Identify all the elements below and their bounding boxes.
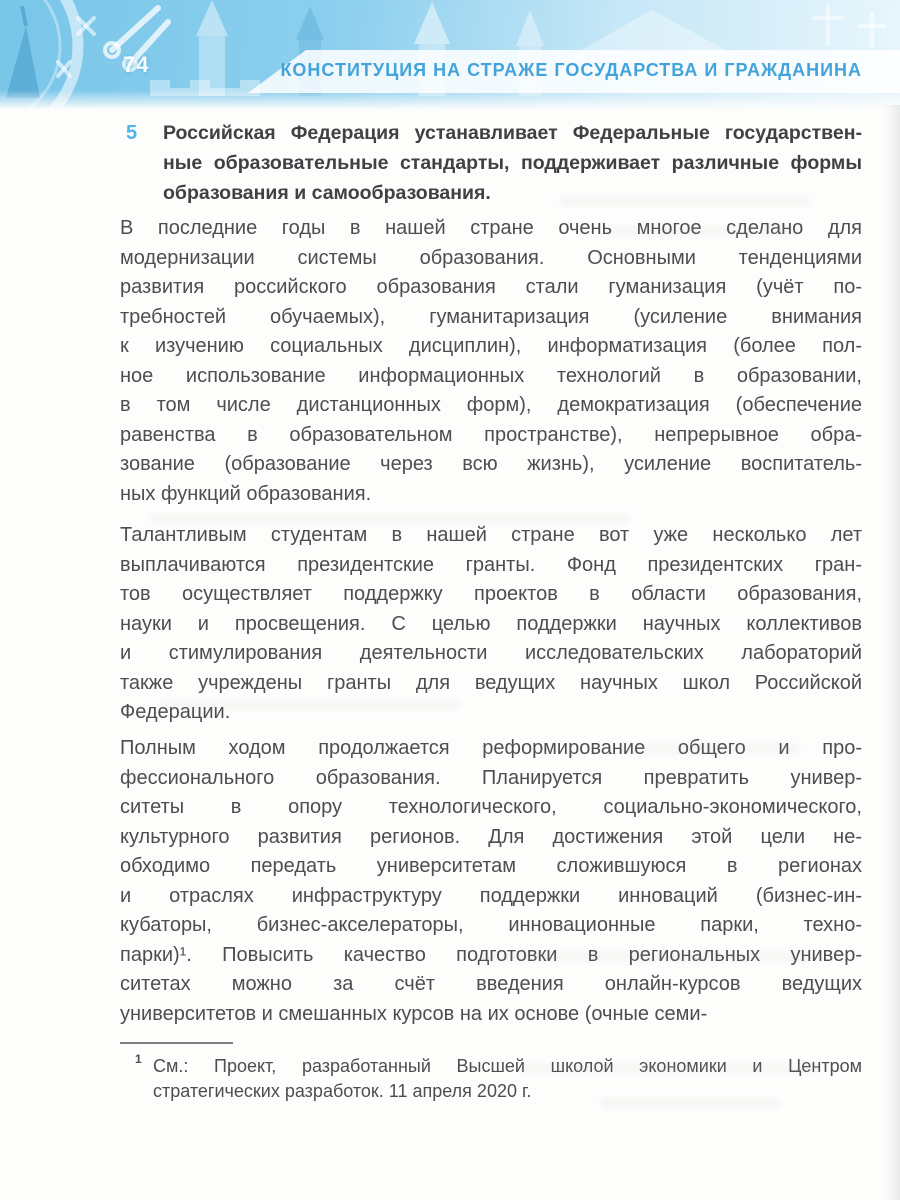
text-line: и стимулирования деятельности исследовательских лабораторий (120, 642, 862, 664)
text-line: науки и просвещения. С целью поддержки научных коллективов (120, 612, 862, 635)
text-line: культурного развития регионов. Для достижения этой цели не- (120, 825, 862, 848)
page-header-band (0, 0, 900, 112)
text-line: в том числе дистанционных форм), демократизация (обеспечение (120, 394, 862, 416)
text-line: ситеты в опору технологического, социально-экономического, (120, 796, 862, 818)
footnote (120, 1054, 862, 1104)
text-line: В последние годы в нашей стране очень многое сделано для (120, 217, 862, 239)
text-line: кубаторы, бизнес-акселераторы, инновационные парки, техно- (120, 914, 862, 936)
footnote-marker: 1 (135, 1052, 142, 1066)
lead-item-text (163, 118, 862, 208)
text-line: обходимо передать университетам сложившуюся в регионах (120, 855, 862, 877)
text-line: зование (образование через всю жизнь), усиление воспитатель- (120, 453, 862, 475)
bleed-through-artifact (610, 226, 800, 236)
text-line: стратегических разработок. 11 апреля 2020 г. (153, 1081, 532, 1101)
body-paragraph (120, 734, 862, 1029)
text-line: также учреждены гранты для ведущих научных школ Российской (120, 671, 862, 694)
text-line: модернизации системы образования. Основными тенденциями (120, 246, 862, 269)
text-line: Полным ходом продолжается реформирование общего и про- (120, 737, 862, 759)
text-line: равенства в образовательном пространстве), непрерывное обра- (120, 423, 862, 446)
bleed-through-artifact (560, 196, 810, 206)
chapter-title: КОНСТИТУЦИЯ НА СТРАЖЕ ГОСУДАРСТВА И ГРАЖДАНИНА (280, 60, 862, 80)
text-line: выплачиваются президентские гранты. Фонд президентских гран- (120, 553, 862, 576)
bleed-through-artifact (160, 700, 460, 710)
page-number: 74 (123, 52, 150, 77)
text-line: ное использование информационных технологий в образовании, (120, 364, 862, 387)
text-line: См.: Проект, разработанный Высшей школой экономики и Центром (153, 1056, 862, 1076)
bleed-through-artifact (620, 744, 800, 754)
text-line: Федерации. (120, 701, 231, 723)
footnote-divider (120, 1042, 233, 1044)
text-line: парки)¹. Повысить качество подготовки в региональных универ- (120, 943, 862, 966)
text-line: Талантливым студентам в нашей стране вот уже несколько лет (120, 524, 862, 546)
bleed-through-artifact (600, 1098, 780, 1108)
body-paragraph (120, 521, 862, 728)
text-line: ные образовательные стандарты, поддерживает различные формы (163, 152, 862, 174)
bleed-through-artifact (520, 1064, 820, 1074)
text-line: тов осуществляет поддержку проектов в области образования, (120, 583, 862, 605)
text-line: Российская Федерация устанавливает Федеральные государствен- (163, 122, 862, 144)
text-line: к изучению социальных дисциплин), информатизация (более пол- (120, 335, 862, 357)
text-line: развития российского образования стали гуманизация (учёт по- (120, 276, 862, 298)
text-line: требностей обучаемых), гуманитаризация (усиление внимания (120, 305, 862, 328)
text-line: фессионального образования. Планируется превратить универ- (120, 766, 862, 789)
text-line: образования и самообразования. (163, 182, 491, 204)
footnote-text (153, 1054, 862, 1104)
lead-item-number: 5 (126, 122, 138, 144)
text-line: и отраслях инфраструктуру поддержки инноваций (бизнес-ин- (120, 884, 862, 907)
bleed-through-artifact (150, 514, 630, 524)
bleed-through-artifact (480, 952, 810, 962)
text-line: университетов и смешанных курсов на их основе (очные семи- (120, 1002, 708, 1025)
text-line: ситетах можно за счёт введения онлайн-курсов ведущих (120, 973, 862, 995)
text-line: ных функций образования. (120, 482, 372, 505)
page-edge-shadow (884, 105, 900, 1200)
lead-item (120, 118, 862, 208)
body-paragraph (120, 214, 862, 509)
